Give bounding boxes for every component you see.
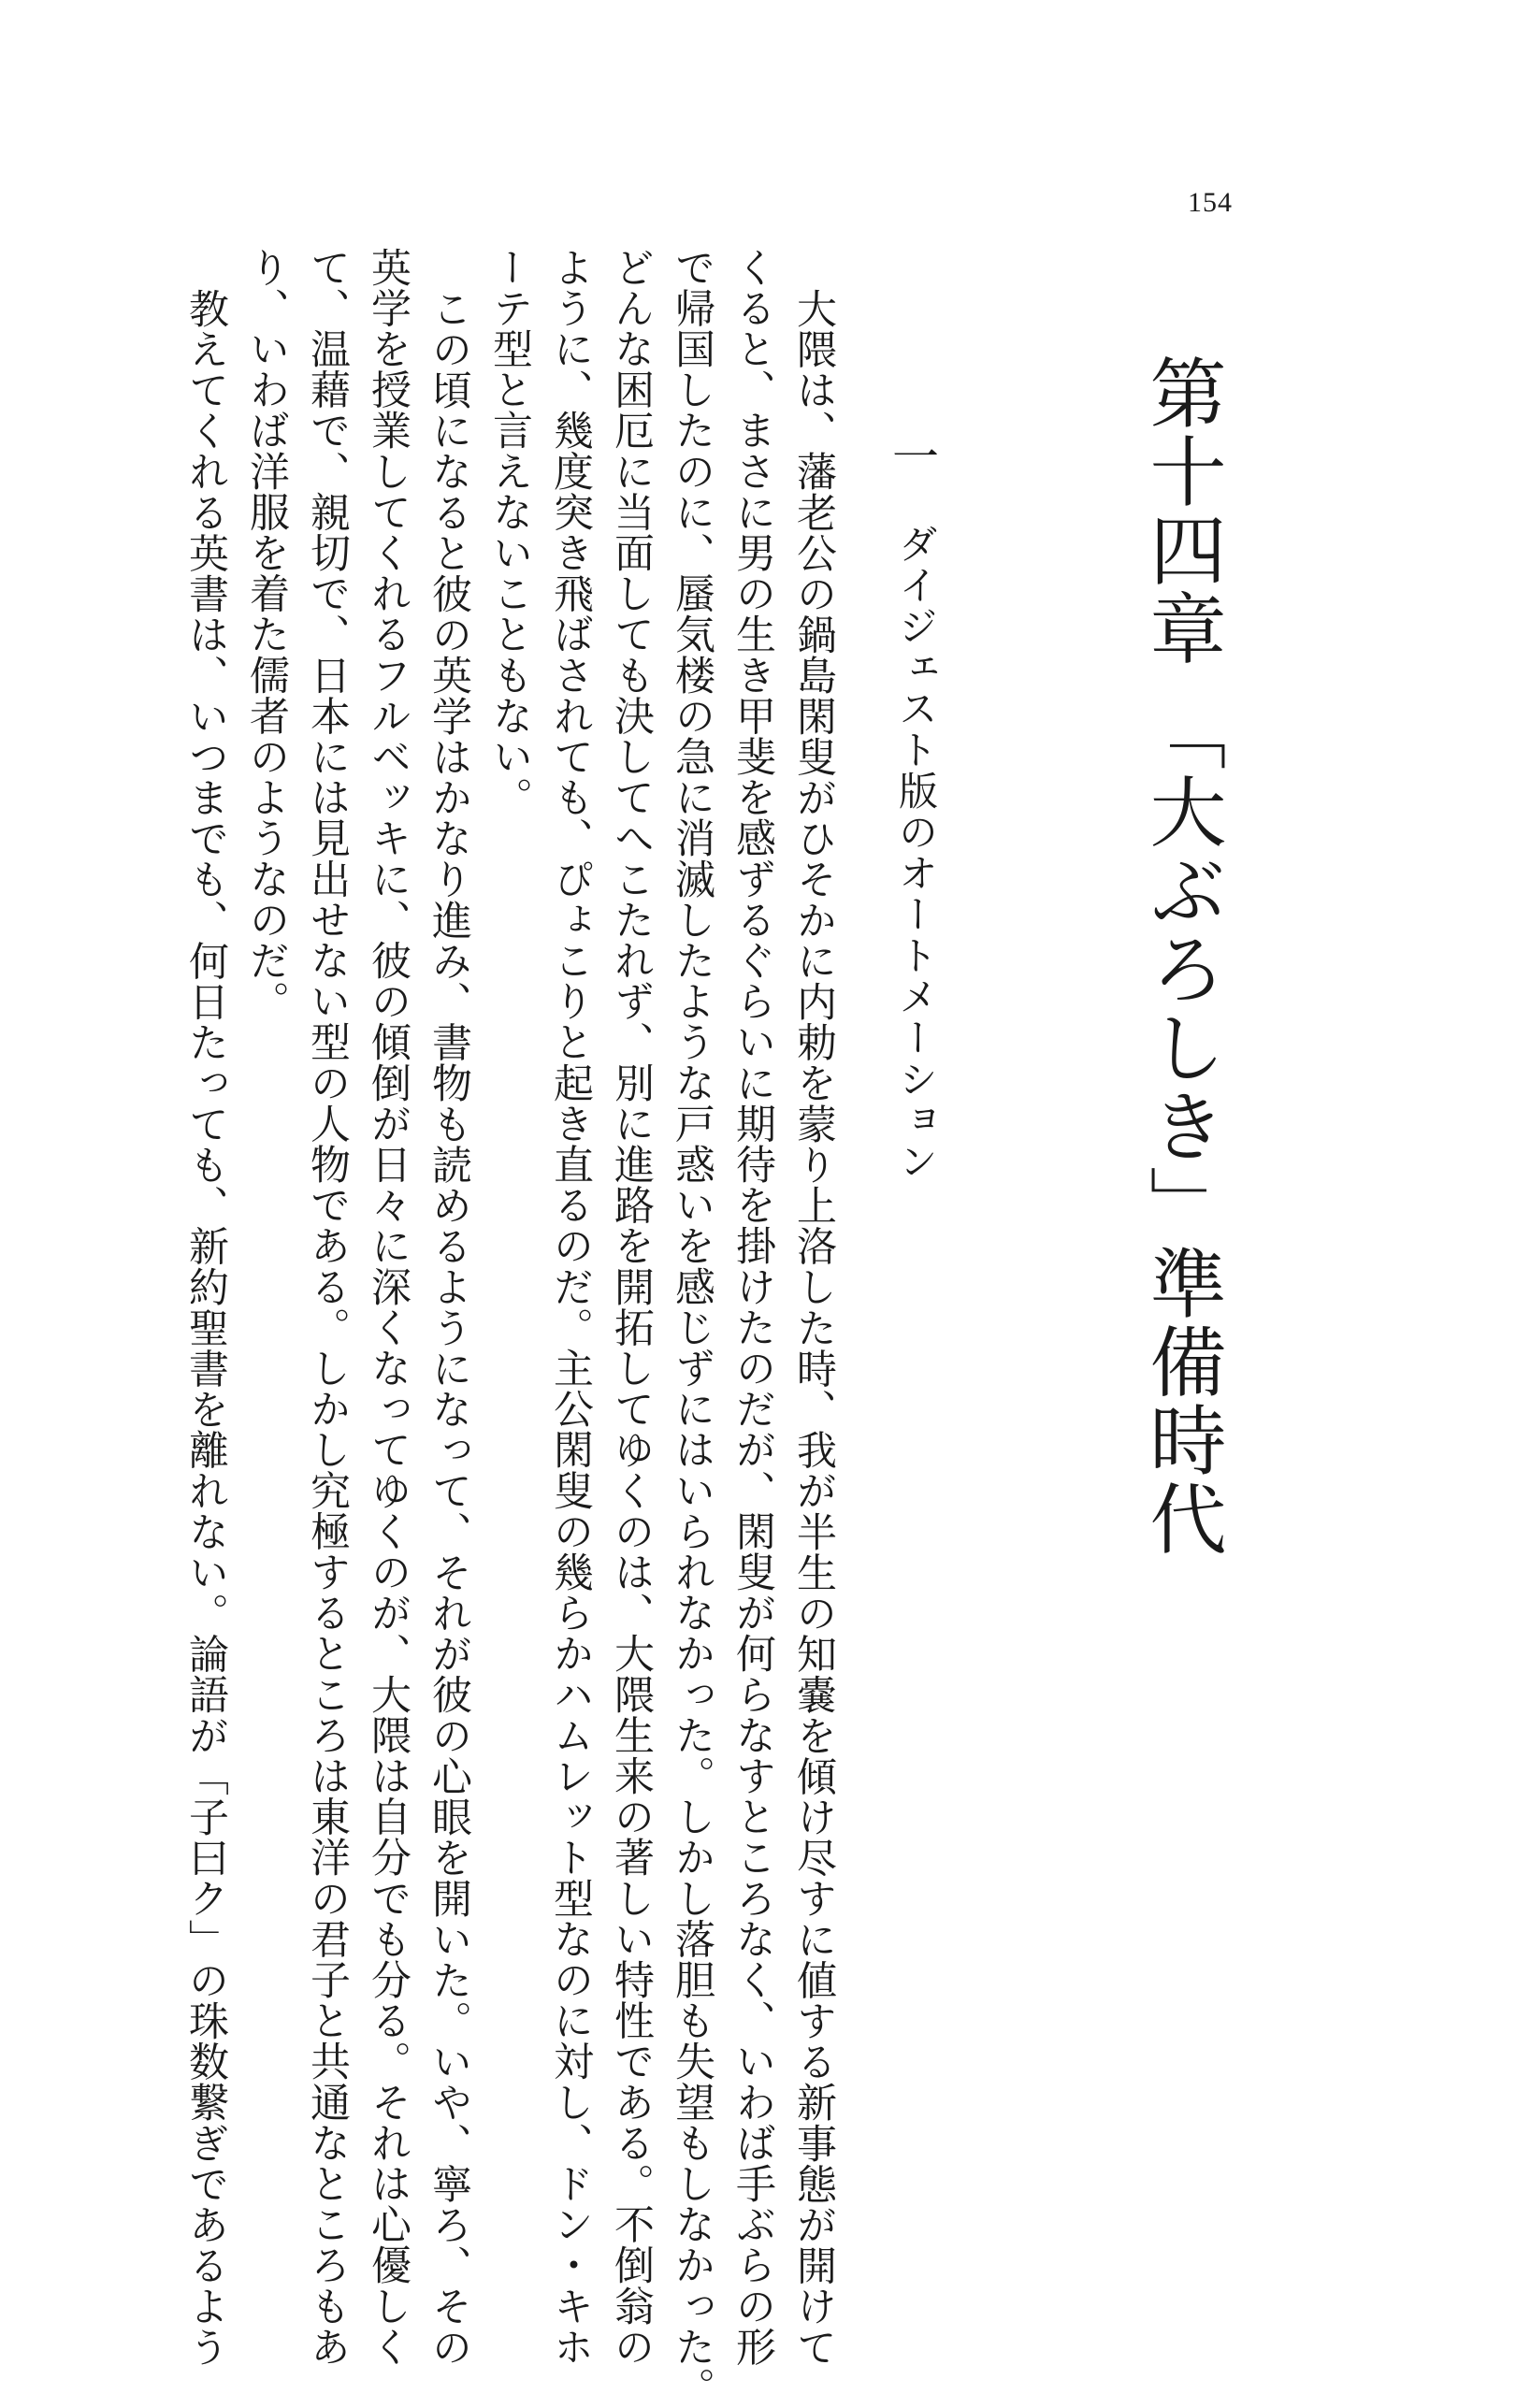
body-paragraph-line: ーテ型と言えないこともない。	[486, 247, 533, 818]
body-paragraph-line: この頃になると彼の英学はかなり進み、書物も読めるようになって、それが彼の心眼を開いた。いや、寧ろ、その	[426, 288, 472, 2368]
section-title: ダイジェスト版のオートメーション	[893, 524, 939, 1182]
body-paragraph-line: 大隈は、藩老公の鍋島閑叟がひそかに内勅を蒙り上洛した時、我が半生の知嚢を傾け尽すに値する新事態が開けて	[790, 288, 837, 2368]
body-paragraph-line: て、温藉で、親切で、日本には見出せない型の人物である。しかし究極するところは東洋の君子と共通なところもあ	[304, 247, 351, 2368]
body-paragraph-line: 教えてくれる英書は、いつまでも、何日たっても、新約聖書を離れない。論語が「子曰ク」の珠数繋ぎであるよう	[182, 288, 229, 2368]
body-paragraph-line: り、いわば洋服を着た儒者のようなのだ。	[243, 247, 290, 1022]
body-paragraph-line: ように、幾度突き飛ばされても、ぴょこりと起き直るのだ。主公閑叟の幾らかハムレット型なのに対し、ドン・キホ	[547, 247, 594, 2368]
chapter-title: 第十四章 「大ぶろしき」準備時代	[1137, 353, 1226, 1559]
section-number: 一	[885, 432, 939, 479]
body-paragraph-line: 英学を授業してくれるフルベッキに、彼の傾倒が日々に深くなってゆくのが、大隈は自分でも分る。それは心優しく	[365, 247, 411, 2368]
body-paragraph-line: どんな困厄に当面しても決してへこたれず、別に進路を開拓してゆくのは、大隈生来の著しい特性である。不倒翁の	[608, 247, 655, 2368]
page-number: 154	[1188, 187, 1233, 218]
body-paragraph-line: くると、まさに男の生き甲斐を感ずるぐらいに期待を掛けたのだが、閑叟が何らなすところなく、いわば手ぶらの形	[729, 247, 776, 2368]
body-paragraph-line: で帰国したのに、蜃気楼の急に消滅したような戸惑いを感じずにはいられなかった。しかし落胆も失望もしなかった。	[669, 247, 715, 2408]
